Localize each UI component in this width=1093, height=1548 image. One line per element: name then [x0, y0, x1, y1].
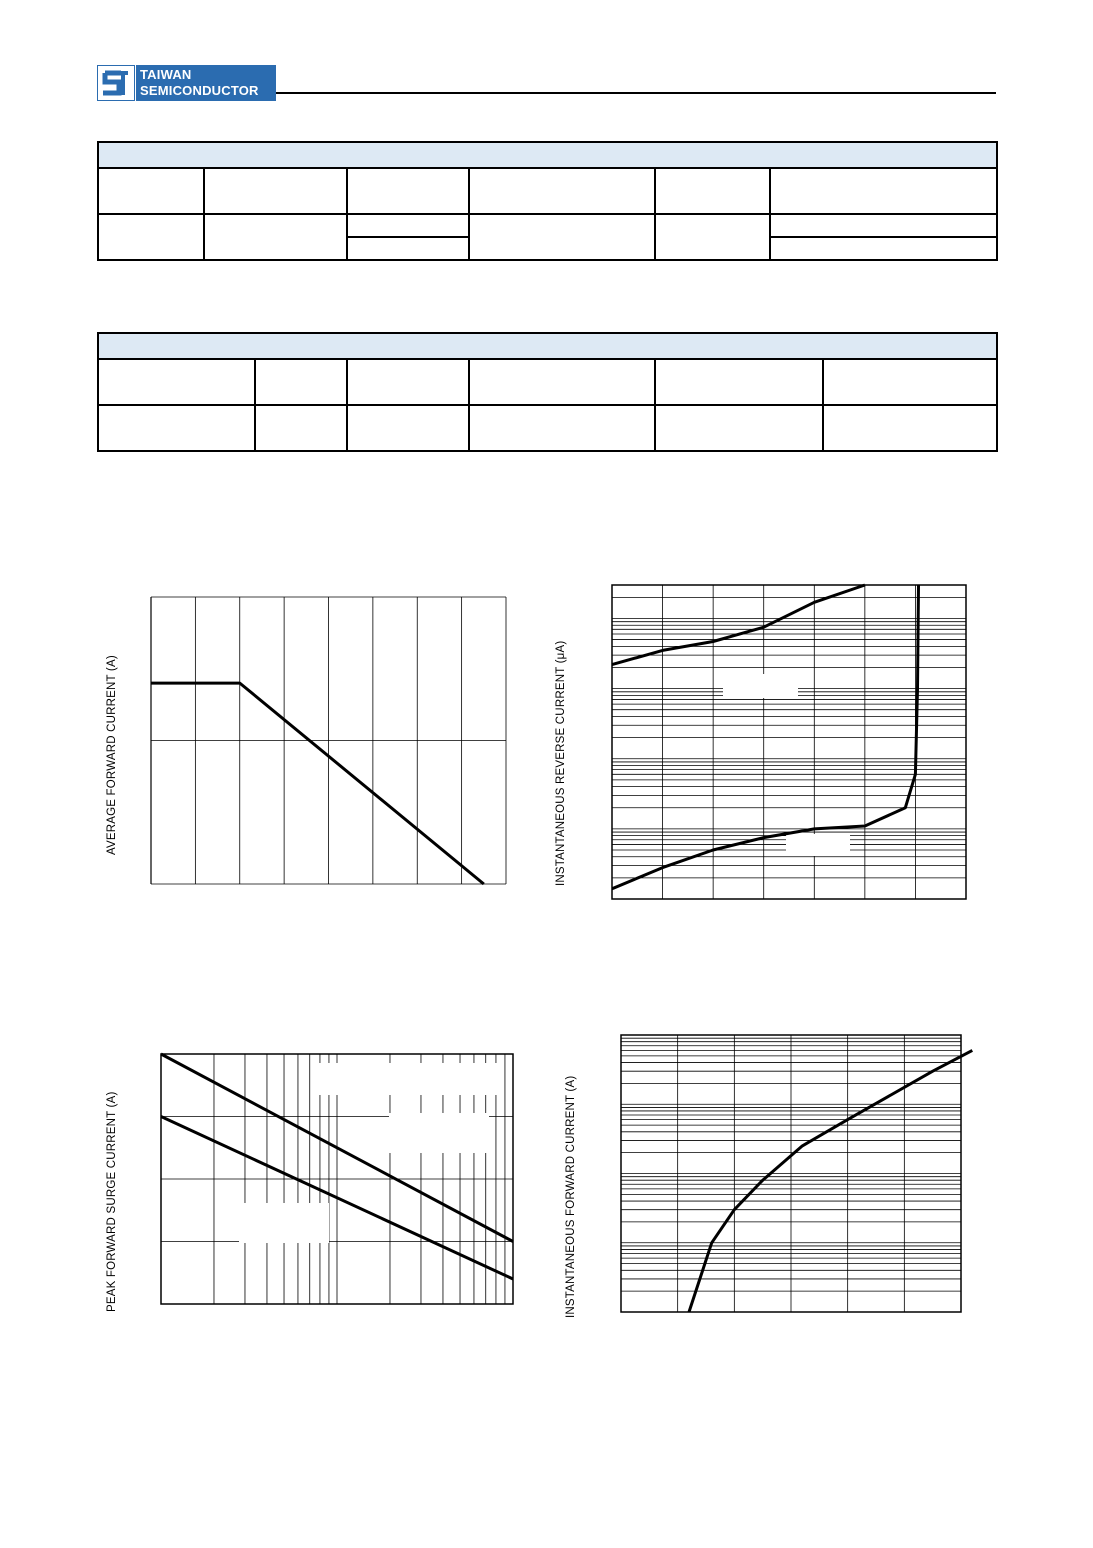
fig4-y-axis-label: INSTANTANEOUS FORWARD CURRENT (A)	[565, 1075, 577, 1318]
fig2-chart	[610, 584, 968, 901]
table-1-cell	[770, 214, 997, 237]
spec-table-2	[97, 332, 998, 452]
table-2-header-cell	[255, 359, 347, 405]
table-2-cell	[823, 405, 997, 451]
table-2-cell	[98, 405, 255, 451]
table-2-header-cell	[823, 359, 997, 405]
ts-logo-icon	[97, 65, 135, 101]
table-2-header-cell	[655, 359, 823, 405]
logo-line-1: TAIWAN	[140, 67, 192, 82]
table-1-header-cell	[770, 168, 997, 214]
fig3-annotation-box	[239, 1203, 329, 1243]
table-1-header-cell	[655, 168, 770, 214]
table-2-header-cell	[347, 359, 469, 405]
table-1-cell	[204, 214, 347, 260]
table-2-cell	[255, 405, 347, 451]
fig2-series-2-line	[612, 585, 919, 889]
table-2-header-cell	[469, 359, 655, 405]
table-1-cell	[770, 237, 997, 260]
table-1-cell	[469, 214, 655, 260]
table-1-header-cell	[469, 168, 655, 214]
fig3-chart	[159, 1053, 515, 1306]
table-2-cell	[347, 405, 469, 451]
fig3-annotation-box	[319, 1063, 499, 1095]
logo-line-2: SEMICONDUCTOR	[140, 83, 259, 98]
table-2-cell	[469, 405, 655, 451]
table-1-header-cell	[347, 168, 469, 214]
table-1-cell	[347, 237, 469, 260]
fig1-series-1-line	[151, 683, 484, 884]
table-2-cell	[655, 405, 823, 451]
table-1-cell	[347, 214, 469, 237]
company-logo-text	[136, 65, 276, 101]
fig3-annotation-box	[389, 1113, 489, 1153]
fig4-chart	[619, 1034, 963, 1314]
header-rule	[276, 92, 996, 94]
table-1-cell	[98, 214, 204, 260]
table-1-header-cell	[98, 168, 204, 214]
spec-table-1	[97, 141, 998, 261]
fig2-annotation-box	[723, 674, 798, 698]
fig2-annotation-box	[786, 834, 850, 856]
fig3-y-axis-label: PEAK FORWARD SURGE CURRENT (A)	[106, 1091, 118, 1312]
table-1-title	[98, 142, 997, 168]
fig4-series-1-line	[689, 1050, 972, 1312]
fig2-series-1-line	[612, 585, 865, 665]
table-2-title	[98, 333, 997, 359]
fig1-chart	[145, 595, 510, 887]
fig2-y-axis-label: INSTANTANEOUS REVERSE CURRENT (μA)	[555, 640, 567, 886]
table-1-cell	[655, 214, 770, 260]
fig1-y-axis-label: AVERAGE FORWARD CURRENT (A)	[106, 655, 118, 855]
table-2-header-cell	[98, 359, 255, 405]
table-1-header-cell	[204, 168, 347, 214]
